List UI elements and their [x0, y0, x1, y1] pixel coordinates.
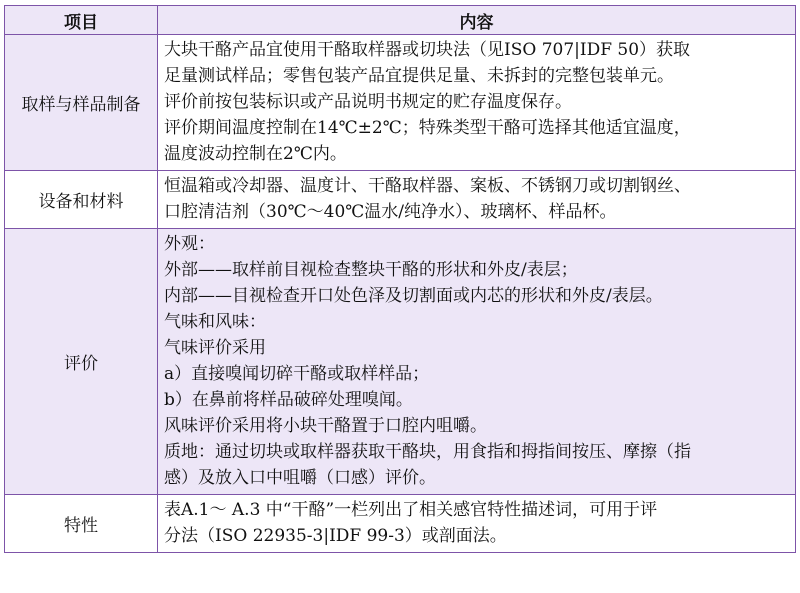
sensory-evaluation-table [4, 5, 796, 553]
row-content [158, 229, 796, 495]
content-line: 外部——取样前目视检查整块干酪的形状和外皮/表层； [164, 260, 578, 280]
header-item: 项目 [5, 6, 158, 35]
table-row [5, 35, 796, 171]
table-row [5, 229, 796, 495]
content-line: 温度波动控制在2℃内。 [164, 144, 347, 164]
content-line: 口腔清洁剂（30℃～40℃温水/纯净水）、玻璃杯、样品杯。 [164, 202, 617, 222]
header-row [5, 6, 796, 35]
content-line: 气味和风味： [164, 312, 266, 332]
header-content: 内容 [158, 6, 796, 35]
content-line: 质地：通过切块或取样器获取干酪块，用食指和拇指间按压、摩擦（指 [164, 442, 691, 462]
content-line: 气味评价采用 [164, 338, 266, 358]
content-line: b）在鼻前将样品破碎处理嗅闻。 [164, 390, 413, 410]
content-line: 内部——目视检查开口处色泽及切割面或内芯的形状和外皮/表层。 [164, 286, 663, 306]
content-line: 评价前按包装标识或产品说明书规定的贮存温度保存。 [164, 92, 572, 112]
content-line: 外观： [164, 234, 215, 254]
content-line: 大块干酪产品宜使用干酪取样器或切块法（见ISO 707|IDF 50）获取 [164, 40, 691, 60]
content-line: 风味评价采用将小块干酪置于口腔内咀嚼。 [164, 416, 487, 436]
row-label: 特性 [5, 495, 158, 553]
table-row [5, 171, 796, 229]
row-label: 评价 [5, 229, 158, 495]
row-label: 取样与样品制备 [5, 35, 158, 171]
row-label: 设备和材料 [5, 171, 158, 229]
table-row [5, 495, 796, 553]
content-line: 足量测试样品；零售包装产品宜提供足量、未拆封的完整包装单元。 [164, 66, 674, 86]
content-line: 感）及放入口中咀嚼（口感）评价。 [164, 468, 436, 488]
content-line: 分法（ISO 22935-3|IDF 99-3）或剖面法。 [164, 526, 507, 546]
row-content [158, 171, 796, 229]
content-line: 表A.1～ A.3 中“干酪”一栏列出了相关感官特性描述词，可用于评 [164, 500, 658, 520]
content-line: 恒温箱或冷却器、温度计、干酪取样器、案板、不锈钢刀或切割钢丝、 [164, 176, 691, 196]
content-table [4, 5, 796, 553]
content-line: 评价期间温度控制在14℃±2℃；特殊类型干酪可选择其他适宜温度， [164, 118, 691, 138]
content-line: a）直接嗅闻切碎干酪或取样样品； [164, 364, 430, 384]
row-content [158, 35, 796, 171]
row-content [158, 495, 796, 553]
